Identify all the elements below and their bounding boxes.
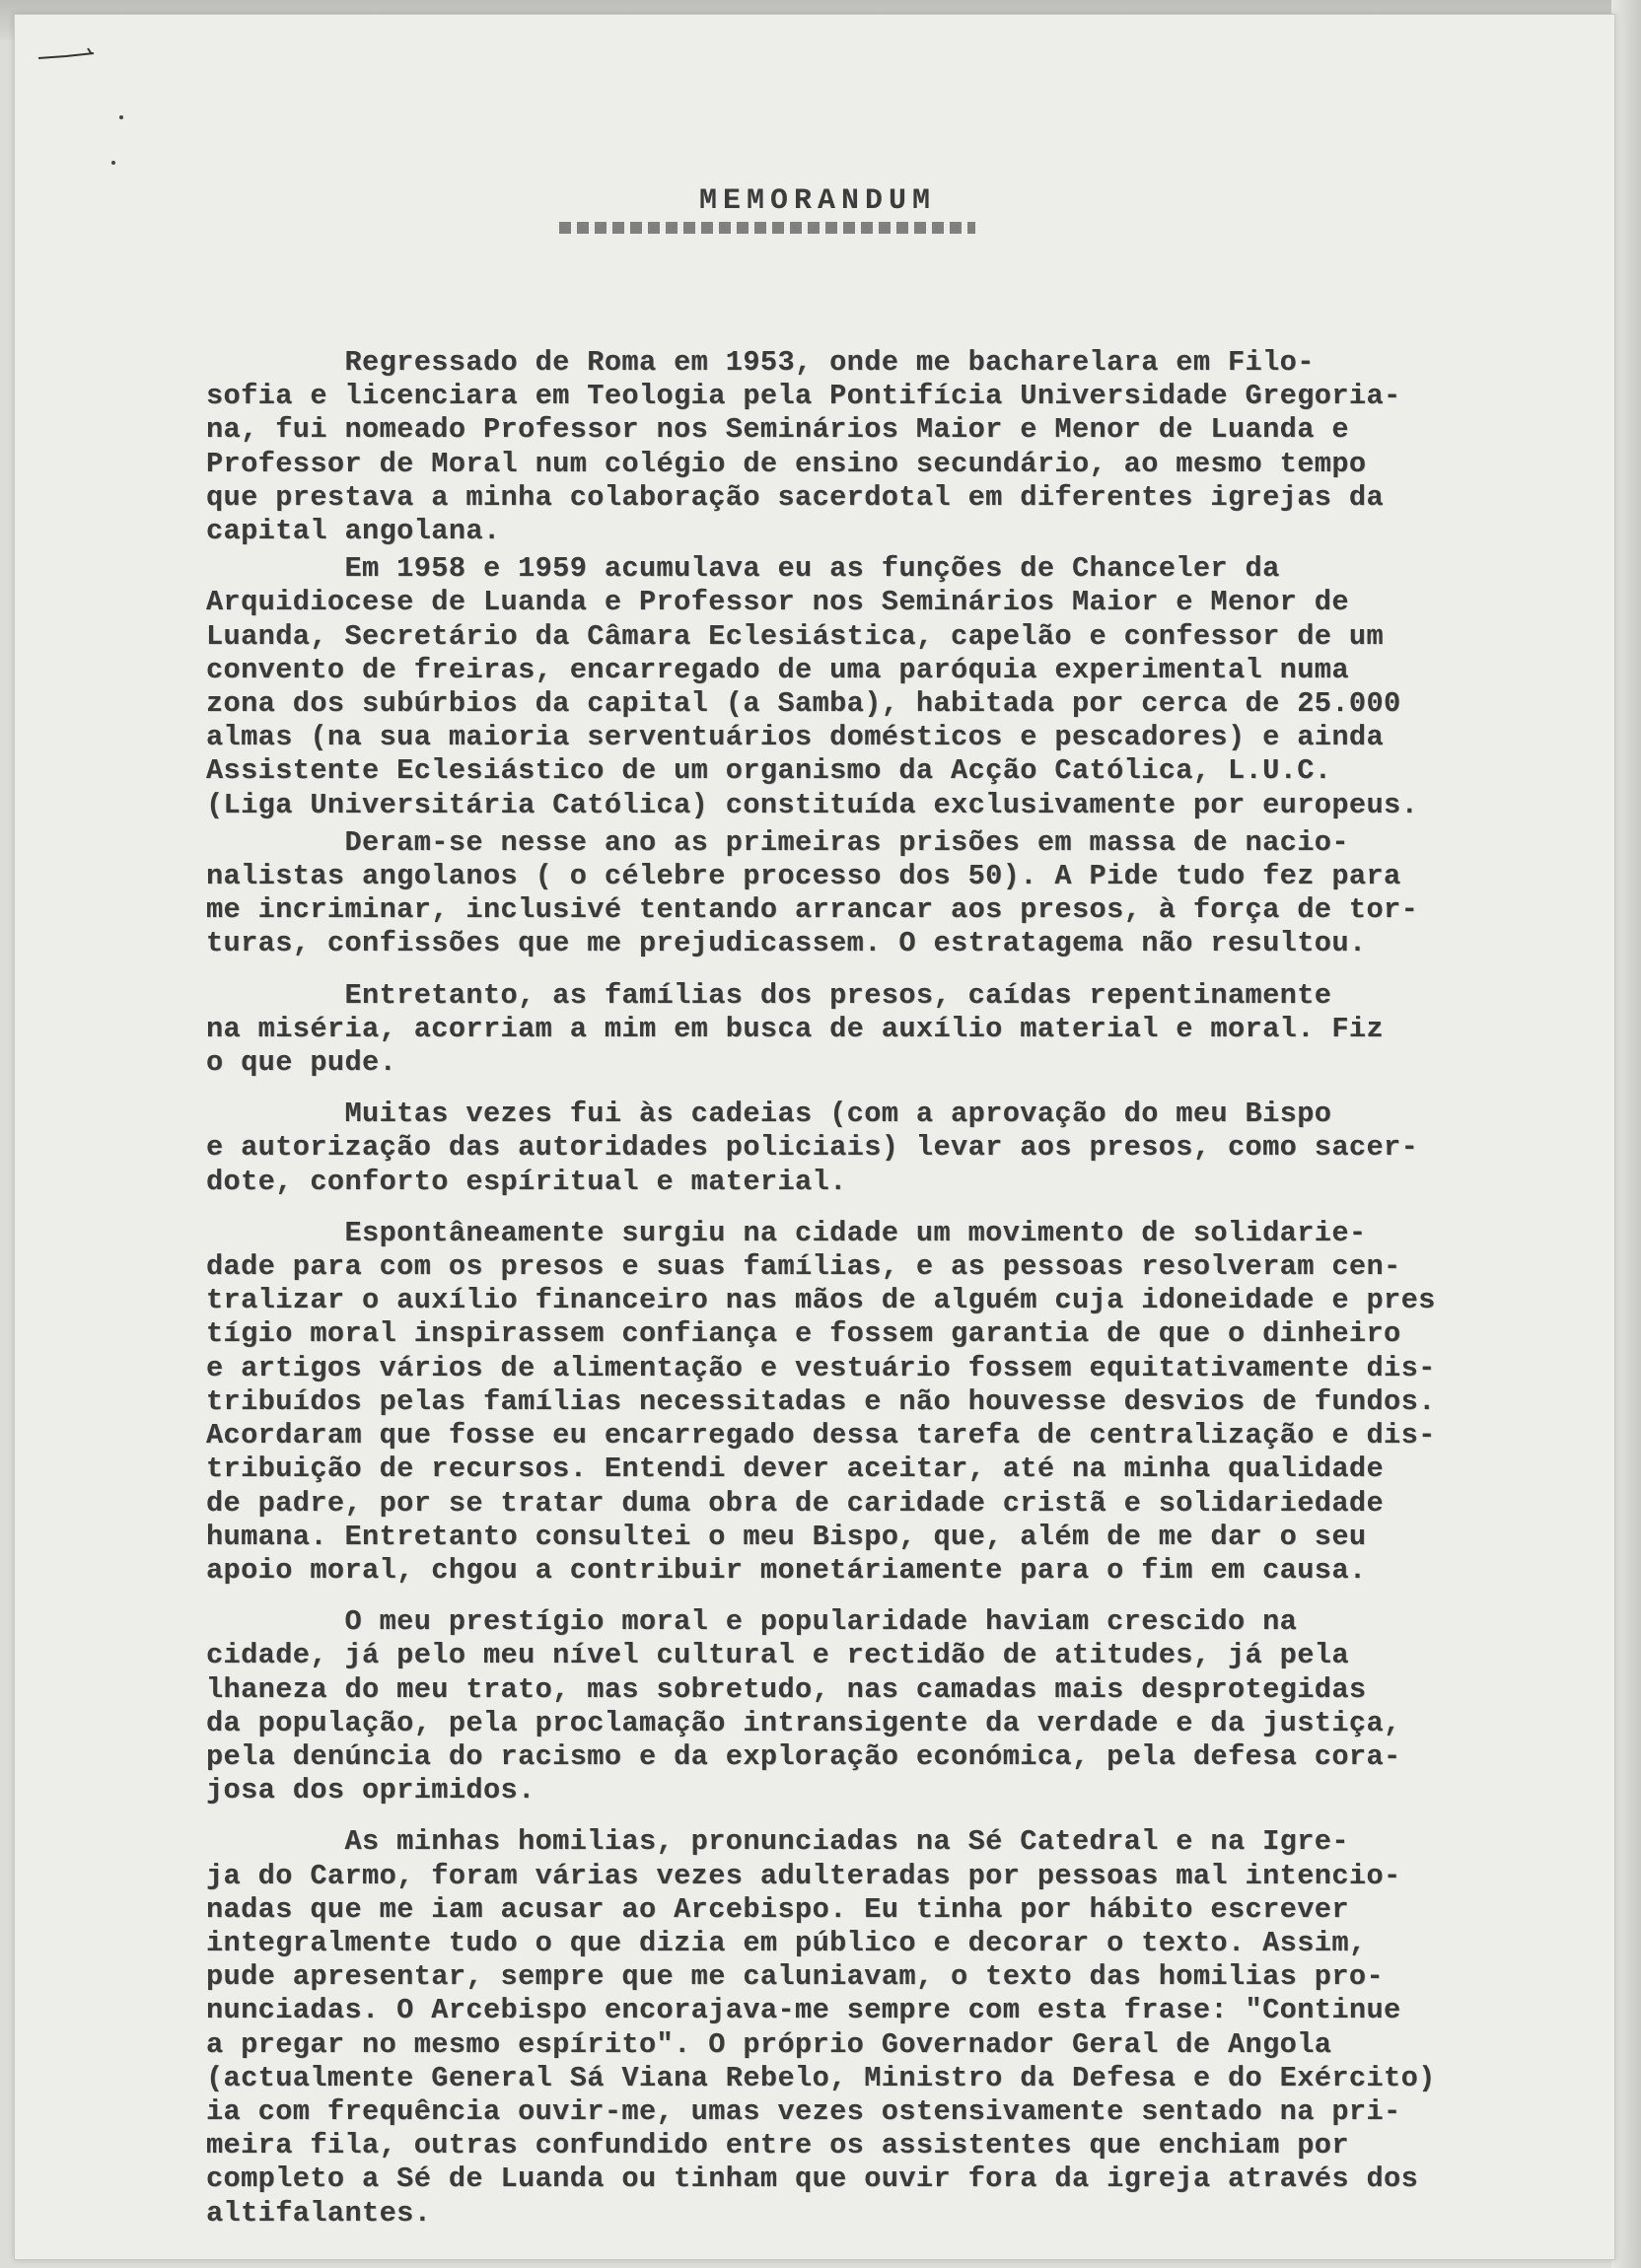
- text-line: de padre, por se tratar duma obra de caridade cristã e solidariedade: [206, 1486, 1385, 1520]
- text-line: tribuídos pelas famílias necessitadas e não houvesse desvios de fundos.: [206, 1384, 1436, 1418]
- text-line: humana. Entretanto consultei o meu Bispo, que, além de me dar o seu: [206, 1520, 1367, 1553]
- memo-paragraph: [206, 826, 1606, 961]
- text-line: Deram-se nesse ano as primeiras prisões em massa de nacio-: [206, 825, 1349, 859]
- text-line: nalistas angolanos ( o célebre processo dos 50). A Pide tudo fez para: [206, 860, 1401, 893]
- text-line: meira fila, outras confundido entre os assistentes que enchiam por: [206, 2129, 1349, 2162]
- text-line: tralizar o auxílio financeiro nas mãos de alguém cuja idoneidade e pres: [206, 1284, 1436, 1317]
- text-line: a pregar no mesmo espírito". O próprio Governador Geral de Angola: [206, 2027, 1332, 2061]
- memo-paragraph: [206, 552, 1606, 822]
- text-line: josa dos oprimidos.: [206, 1774, 535, 1807]
- text-line: que prestava a minha colaboração sacerdotal em diferentes igrejas da: [206, 480, 1385, 514]
- text-line: na miséria, acorriam a mim em busca de auxílio material e moral. Fiz: [206, 1012, 1385, 1045]
- text-line: dote, conforto espíritual e material.: [206, 1165, 847, 1198]
- text-line: sofia e licenciara em Teologia pela Pontifícia Universidade Gregoria-: [206, 380, 1401, 413]
- text-line: apoio moral, chgou a contribuir monetáriamente para o fim em causa.: [206, 1553, 1367, 1587]
- text-line: e autorização das autoridades policiais) levar aos presos, como sacer-: [206, 1131, 1419, 1165]
- memo-paragraph: [206, 1217, 1606, 1588]
- memo-paragraph: [206, 1605, 1606, 1807]
- text-line: O meu prestígio moral e popularidade haviam crescido na: [206, 1605, 1298, 1639]
- pencil-mark-icon: [36, 44, 98, 64]
- ink-dot: [111, 161, 115, 165]
- text-line: Professor de Moral num colégio de ensino secundário, ao mesmo tempo: [206, 447, 1367, 480]
- text-line: ia com frequência ouvir-me, umas vezes ostensivamente sentado na pri-: [206, 2094, 1401, 2128]
- memo-paragraph: [206, 1098, 1606, 1199]
- ink-dot: [119, 115, 123, 119]
- text-line: turas, confissões que me prejudicassem. O estratagema não resultou.: [206, 927, 1367, 960]
- text-line: As minhas homilias, pronunciadas na Sé Catedral e na Igre-: [206, 1825, 1349, 1859]
- text-line: pela denúncia do racismo e da exploração económica, pela defesa cora-: [206, 1739, 1401, 1773]
- text-line: nadas que me iam acusar ao Arcebispo. Eu tinha por hábito escrever: [206, 1892, 1349, 1926]
- text-line: zona dos subúrbios da capital (a Samba), habitada por cerca de 25.000: [206, 687, 1401, 721]
- memorandum-page: [14, 14, 1615, 2260]
- memo-paragraph: [206, 979, 1606, 1081]
- text-line: tígio moral inspirassem confiança e fossem garantia de que o dinheiro: [206, 1317, 1401, 1351]
- text-line: convento de freiras, encarregado de uma paróquia experimental numa: [206, 653, 1349, 686]
- text-line: almas (na sua maioria serventuários domésticos e pescadores) e ainda: [206, 721, 1385, 754]
- memo-body: [206, 346, 1606, 2248]
- text-line: capital angolana.: [206, 515, 501, 548]
- text-line: o que pude.: [206, 1046, 397, 1080]
- text-line: cidade, já pelo meu nível cultural e rectidão de atitudes, já pela: [206, 1639, 1349, 1672]
- page-edge: [1611, 0, 1641, 2268]
- text-line: tribuição de recursos. Entendi dever aceitar, até na minha qualidade: [206, 1453, 1385, 1486]
- title-text: MEMORANDUM: [698, 184, 937, 218]
- title-underline: [559, 222, 975, 234]
- text-line: Luanda, Secretário da Câmara Eclesiástica, capelão e confessor de um: [206, 619, 1385, 653]
- text-line: Arquidiocese de Luanda e Professor nos Seminários Maior e Menor de: [206, 586, 1349, 619]
- text-line: Muitas vezes fui às cadeias (com a aprovação do meu Bispo: [206, 1098, 1332, 1131]
- text-line: Assistente Eclesiástico de um organismo da Acção Católica, L.U.C.: [206, 754, 1332, 788]
- text-line: pude apresentar, sempre que me caluniavam, o texto das homilias pro-: [206, 1960, 1385, 1994]
- memo-paragraph: [206, 346, 1606, 548]
- text-line: na, fui nomeado Professor nos Seminários Maior e Menor de Luanda e: [206, 413, 1349, 447]
- text-line: Regressado de Roma em 1953, onde me bacharelara em Filo-: [206, 346, 1315, 379]
- page-title: [15, 184, 1614, 218]
- text-line: lhaneza do meu trato, mas sobretudo, nas camadas mais desprotegidas: [206, 1672, 1367, 1706]
- text-line: altifalantes.: [206, 2196, 432, 2230]
- text-line: e artigos vários de alimentação e vestuário fossem equitativamente dis-: [206, 1351, 1436, 1384]
- memo-paragraph: [206, 1825, 1606, 2230]
- text-line: Acordaram que fosse eu encarregado dessa tarefa de centralização e dis-: [206, 1419, 1436, 1453]
- text-line: dade para com os presos e suas famílias, e as pessoas resolveram cen-: [206, 1250, 1401, 1284]
- text-line: (Liga Universitária Católica) constituída exclusivamente por europeus.: [206, 788, 1419, 821]
- text-line: da população, pela proclamação intransigente da verdade e da justiça,: [206, 1706, 1401, 1739]
- text-line: Entretanto, as famílias dos presos, caídas repentinamente: [206, 978, 1332, 1012]
- text-line: integralmente tudo o que dizia em público e decorar o texto. Assim,: [206, 1926, 1367, 1959]
- text-line: nunciadas. O Arcebispo encorajava-me sempre com esta frase: "Continue: [206, 1994, 1401, 2027]
- text-line: completo a Sé de Luanda ou tinham que ouvir fora da igreja através dos: [206, 2162, 1419, 2196]
- text-line: ja do Carmo, foram várias vezes adulteradas por pessoas mal intencio-: [206, 1859, 1401, 1892]
- text-line: me incriminar, inclusivé tentando arrancar aos presos, à força de tor-: [206, 893, 1419, 927]
- text-line: (actualmente General Sá Viana Rebelo, Ministro da Defesa e do Exército): [206, 2061, 1436, 2094]
- text-line: Em 1958 e 1959 acumulava eu as funções de Chanceler da: [206, 552, 1280, 586]
- text-line: Espontâneamente surgiu na cidade um movimento de solidarie-: [206, 1216, 1367, 1249]
